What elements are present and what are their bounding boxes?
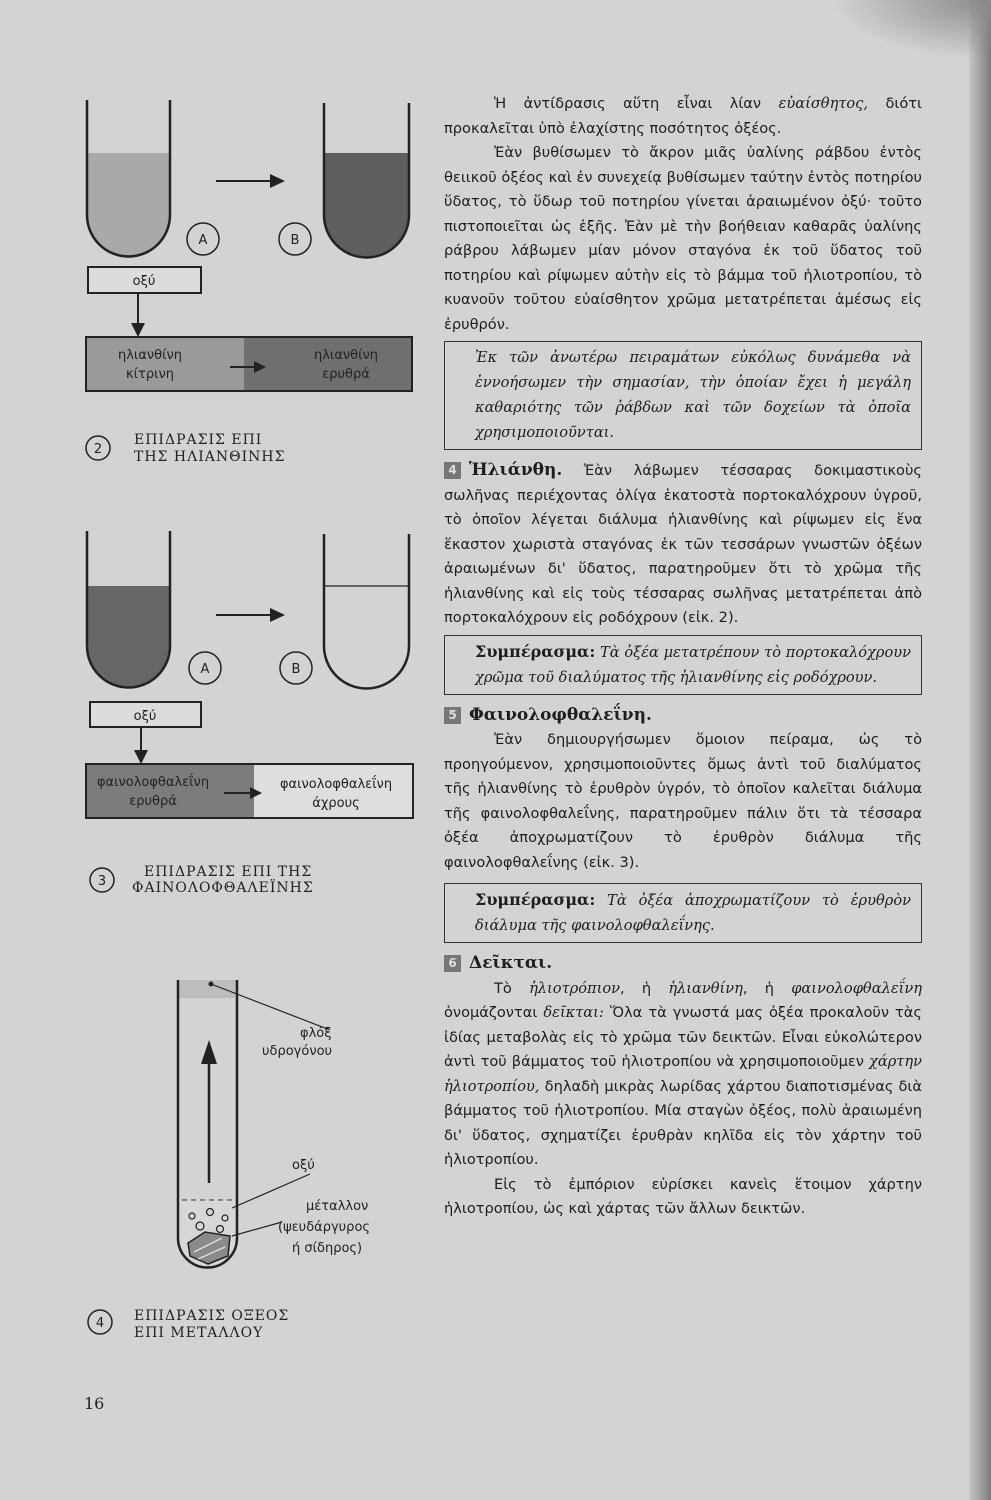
conclusion-label: Συμπέρασμα: bbox=[475, 641, 596, 661]
section-title: Ἡλιάνθη. bbox=[469, 460, 563, 480]
metal-label-line2: (ψευδάργυρος bbox=[278, 1220, 371, 1235]
reaction-arrow-head bbox=[270, 174, 285, 188]
corner-shadow bbox=[831, 0, 991, 60]
conclusion-box-phenolphthalein bbox=[444, 883, 922, 943]
band-left-line2: κίτρινη bbox=[125, 367, 175, 382]
section-number-badge: 5 bbox=[444, 707, 461, 724]
band-right-line1: ηλιανθίνη bbox=[313, 348, 379, 363]
section-5-heading bbox=[444, 703, 922, 729]
conclusion-text: Τὰ ὀξέα ἀποχρωματίζουν τὸ ἐρυθρὸν διάλυμα τῆς φαινολοφθαλεΐνης. bbox=[475, 892, 911, 934]
conclusion-label: Συμπέρασμα: bbox=[475, 890, 596, 909]
acid-drop-arrow bbox=[131, 323, 145, 337]
band-left-line1: φαινολοφθαλεΐνη bbox=[96, 775, 210, 790]
reaction-arrow-head bbox=[270, 608, 285, 622]
label-a: A bbox=[198, 233, 208, 248]
acid-drop-arrow bbox=[134, 750, 148, 764]
page-number: 16 bbox=[84, 1394, 105, 1413]
acid-leader bbox=[232, 1174, 310, 1208]
figure-number: 4 bbox=[95, 1316, 105, 1331]
section-body: Ἐὰν λάβωμεν τέσσαρας δοκιμαστικοὺς σωλῆνας περιέχοντας ὀλίγα ἑκατοστὰ πορτοκαλόχρουν ὑγροῦ, τὸ ὁποῖον λέγεται διάλυμα ἡλιανθίνης καὶ ρίψωμεν εἰς ἕνα ἕκαστον χωριστὰ σταγόνας ἐκ τῶν τεσσάρων γνωστῶν ὀξέων ἀραιωμένων δι' ὕδατος, παρατηροῦμεν ὅτι τὸ χρῶμα τῆς ἡλιανθίνης καὶ εἰς τοὺς τέσσαρας σωλῆνας μετατρέπεται ἀπὸ πορτοκαλόχρουν εἰς ροδόχρουν (εἰκ. 2). bbox=[444, 462, 922, 626]
caption-line2: ΤΗΣ ΗΛΙΑΝΘΙΝΗΣ bbox=[134, 449, 286, 465]
metal-label-line3: ή σίδηρος) bbox=[292, 1241, 363, 1256]
section-6-paragraph-1: Τὸ ἡλιοτρόπιον, ἡ ἡλιανθίνη, ἡ φαινολοφθαλεΐνη ὀνομάζονται δεῖκται: Ὅλα τὰ γνωστά μας ὀξέα προκαλοῦν τὰς ἰδίας μεταβολὰς εἰς τὸ χρῶμα τῶν δεικτῶν. Εἶναι εὐκολώτερον ἀντὶ τοῦ βάμματος τοῦ ἡλιοτροπίου νὰ χρησιμοποιοῦμεν χάρτην ἡλιοτροπίου, δηλαδὴ μικρὰς λωρίδας χάρτου διαποτισμένας διὰ βάμματος τοῦ ἡλιοτροπίου. Μία σταγὼν ὀξέος, πολὺ ἀραιωμένη δι' ὕδατος, σχηματίζει ἐρυθρὰν κηλῖδα εἰς τὸν χάρτην τοῦ ἡλιοτροπίου. bbox=[444, 979, 922, 1168]
figure-3 bbox=[70, 528, 420, 908]
page-edge-shadow bbox=[969, 0, 991, 1500]
figure-2 bbox=[70, 95, 420, 475]
tube-a-liquid bbox=[87, 586, 170, 687]
band-left bbox=[86, 337, 244, 391]
figure-3-diagram bbox=[70, 528, 420, 908]
caption-line2: ΕΠΙ ΜΕΤΑΛΛΟΥ bbox=[134, 1325, 264, 1341]
label-b: B bbox=[290, 233, 300, 248]
section-6-paragraph-2: Εἰς τὸ ἐμπόριον εὑρίσκει κανεὶς ἕτοιμον χάρτην ἡλιοτροπίου, ὡς καὶ χάρτας τῶν ἄλλων δεικτῶν. bbox=[444, 1175, 922, 1217]
acid-box-label: οξύ bbox=[132, 274, 156, 289]
note-box-text: Ἐκ τῶν ἀνωτέρω πειραμάτων εὐκόλως δυνάμεθα νὰ ἐννοήσωμεν τὴν σημασίαν, τὴν ὁποίαν ἔχει ἡ μεγάλη καθαριότης τῶν ῥάβδων καὶ τῶν δοχείων τὰ ὁποῖα χρησιμοποιοῦνται. bbox=[475, 349, 911, 441]
tube-top-gas bbox=[178, 980, 237, 998]
figure-2-diagram bbox=[70, 95, 420, 475]
section-title: Φαινολοφθαλεΐνη. bbox=[469, 704, 652, 725]
flame-label-line2: υδρογόνου bbox=[262, 1044, 333, 1059]
gas-up-arrow-head bbox=[201, 1040, 217, 1064]
metal-leader bbox=[232, 1222, 282, 1236]
band-left-line2: ερυθρά bbox=[129, 794, 177, 809]
flame-leader bbox=[211, 984, 330, 1030]
flame-label-line1: φλόξ bbox=[300, 1026, 332, 1041]
label-b: B bbox=[291, 662, 301, 677]
paragraph-sensitivity: Ἡ ἀντίδρασις αὕτη εἶναι λίαν εὐαίσθητος, διότι προκαλεῖται ὑπὸ ἐλαχίστης ποσότητος ὀξέος. bbox=[444, 95, 922, 137]
metal-label-line1: μέταλλον bbox=[306, 1199, 369, 1214]
paragraph-glass-rod: Ἐὰν βυθίσωμεν τὸ ἄκρον μιᾶς ὑαλίνης ράβδου ἐντὸς θειικοῦ ὀξέος καὶ ἐν συνεχείᾳ βυθίσωμεν ταύτην ἐντὸς ποτηρίου ὕδατος, τὸ ὕδωρ τοῦ ποτηρίου γίνεται ἀραιωμένον ὀξύ· τοῦτο πιστοποιεῖται ὡς ἑξῆς. Ἐὰν μὲ τὴν βοήθειαν καθαρᾶς ὑαλίνης ράβρου λάβωμεν μίαν μόνον σταγόνα ἐκ τοῦ ὕδατος τοῦ ποτηρίου καὶ ρίψωμεν αὐτὴν εἰς τὸ βάμμα τοῦ ἡλιοτροπίου, τὸ κυανοῦν τοῦτου εὐαίσθητον χρῶμα μετατρέπεται ἀμέσως εἰς ἐρυθρόν. bbox=[444, 144, 922, 333]
tube-a-liquid bbox=[87, 153, 170, 256]
tube-b-liquid bbox=[324, 153, 409, 258]
figure-4 bbox=[70, 968, 420, 1348]
caption-line1: ΕΠΙΔΡΑΣΙΣ ΕΠΙ bbox=[134, 432, 263, 448]
band-right bbox=[244, 337, 412, 391]
note-box-cleanliness bbox=[444, 341, 922, 450]
figure-4-diagram bbox=[70, 968, 420, 1348]
acid-box-label: οξύ bbox=[133, 709, 157, 724]
caption-line1: ΕΠΙΔΡΑΣΙΣ ΕΠΙ ΤΗΣ bbox=[144, 864, 313, 880]
label-a: A bbox=[200, 662, 210, 677]
tube-b bbox=[324, 534, 409, 689]
section-number-badge: 6 bbox=[444, 955, 461, 972]
section-title: Δεῖκται. bbox=[469, 953, 553, 973]
caption-line1: ΕΠΙΔΡΑΣΙΣ ΟΞΕΟΣ bbox=[134, 1308, 290, 1324]
figure-number: 2 bbox=[93, 442, 103, 457]
band-right-line1: φαινολοφθαλεΐνη bbox=[279, 777, 393, 792]
band-left-line1: ηλιανθίνη bbox=[117, 348, 183, 363]
section-5-body: Ἐὰν δημιουργήσωμεν ὅμοιον πείραμα, ὡς τὸ προηγούμενον, χρησιμοποιοῦντες ὅμως ἀντὶ τοῦ διαλύματος τῆς ἡλιανθίνης τὸ ἐρυθρὸν ὑγρόν, τὸ ὁποῖον καλεῖται διάλυμα τῆς φαινολοφθαλεΐνης, παρατηροῦμεν πάλιν ὅτι τὰ τέσσαρα ὀξέα ἀποχρωματίζουν τὸ ἐρυθρὸν διάλυμα τῆς φαινολοφθαλεΐνης (εἰκ. 3). bbox=[444, 731, 922, 871]
section-4 bbox=[444, 458, 922, 631]
acid-label: οξύ bbox=[292, 1158, 315, 1173]
caption-line2: ΦΑΙΝΟΛΟΦΘΑΛΕΪΝΗΣ bbox=[132, 880, 314, 896]
band-right-line2: ερυθρά bbox=[322, 367, 370, 382]
band-left bbox=[86, 764, 254, 818]
band-right-line2: άχρους bbox=[312, 796, 360, 811]
text-column bbox=[444, 92, 922, 1222]
conclusion-box-helianthin bbox=[444, 635, 922, 695]
section-number-badge: 4 bbox=[444, 462, 461, 479]
figure-number: 3 bbox=[97, 874, 107, 889]
conclusion-text: Τὰ ὀξέα μετατρέπουν τὸ πορτοκαλόχρουν χρῶμα τοῦ διαλύματος τῆς ἡλιανθίνης εἰς ροδόχρουν. bbox=[475, 643, 911, 686]
section-6-heading bbox=[444, 951, 922, 977]
